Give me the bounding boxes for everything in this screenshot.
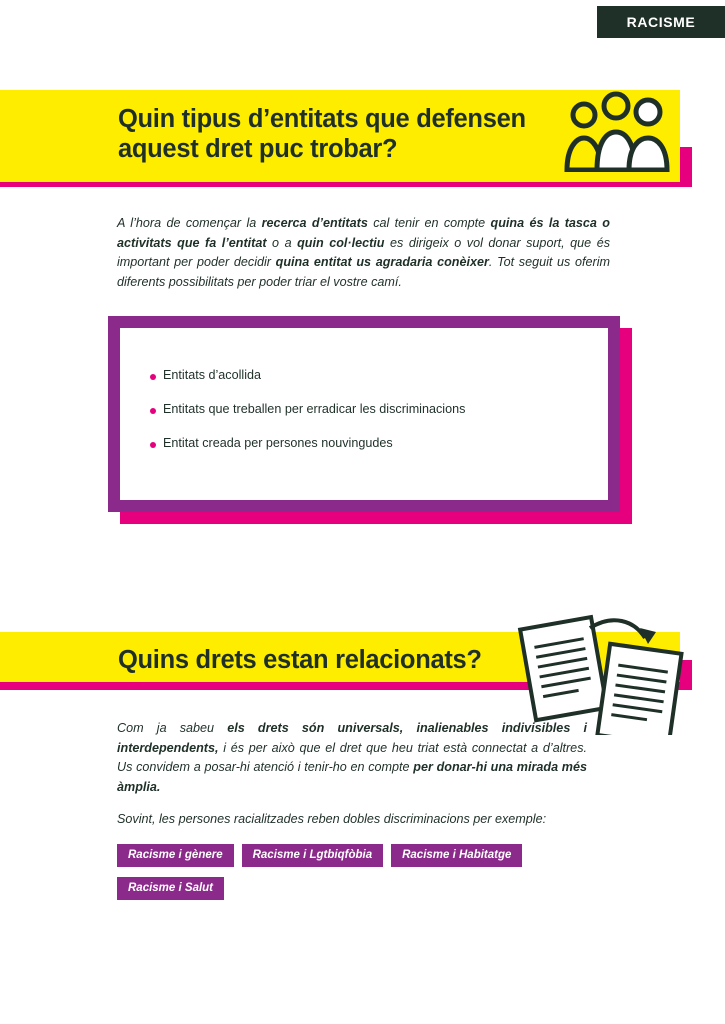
list-item-label: Entitat creada per persones nouvingudes bbox=[163, 436, 393, 450]
list-item bbox=[150, 436, 590, 450]
tag-racisme-genere[interactable]: Racisme i gènere bbox=[117, 844, 234, 867]
bullet-dot-icon bbox=[150, 374, 156, 380]
list-item bbox=[150, 368, 590, 382]
tag-racisme-habitatge[interactable]: Racisme i Habitatge bbox=[391, 844, 522, 867]
list-item-label: Entitats d’acollida bbox=[163, 368, 262, 382]
related-rights-tag-row-1 bbox=[117, 844, 522, 867]
header-section-tab bbox=[597, 6, 725, 38]
section1-paragraph: A l’hora de començar la recerca d’entitats cal tenir en compte quina és la tasca o activitats que fa l’entitat o a quin col·lectiu es dirigeix o vol donar suport, que és important per poder decidir quina entitat us agradaria conèixer. Tot seguit us oferim diferents possibilitats per poder triar el vostre camí. bbox=[117, 216, 610, 289]
documents-arrow-icon bbox=[512, 610, 687, 735]
section1-title: Quin tipus d’entitats que defensen aquest dret puc trobar? bbox=[118, 105, 526, 164]
bullet-dot-icon bbox=[150, 408, 156, 414]
list-item bbox=[150, 402, 590, 416]
bullet-dot-icon bbox=[150, 442, 156, 448]
section2-title: Quins drets estan relacionats? bbox=[118, 646, 482, 674]
entity-type-list bbox=[150, 368, 590, 470]
tag-racisme-lgtbiqfobia[interactable]: Racisme i Lgtbiqfòbia bbox=[242, 844, 384, 867]
list-item-label: Entitats que treballen per erradicar les discriminacions bbox=[163, 402, 466, 416]
people-group-icon bbox=[562, 88, 672, 172]
section2-intro-text: Sovint, les persones racialitzades reben dobles discriminacions per exemple: bbox=[117, 812, 547, 826]
section2-paragraph: Com ja sabeu els drets són universals, inalienables indivisibles i interdependents, i és per això que el dret que heu triat està connectat a d’altres. Us convidem a posar-hi atenció i tenir-ho en compte per donar-hi una mirada més àmplia. bbox=[117, 721, 587, 794]
related-rights-tag-row-2 bbox=[117, 877, 224, 900]
header-section-label: RACISME bbox=[626, 14, 696, 30]
tag-racisme-salut[interactable]: Racisme i Salut bbox=[117, 877, 224, 900]
